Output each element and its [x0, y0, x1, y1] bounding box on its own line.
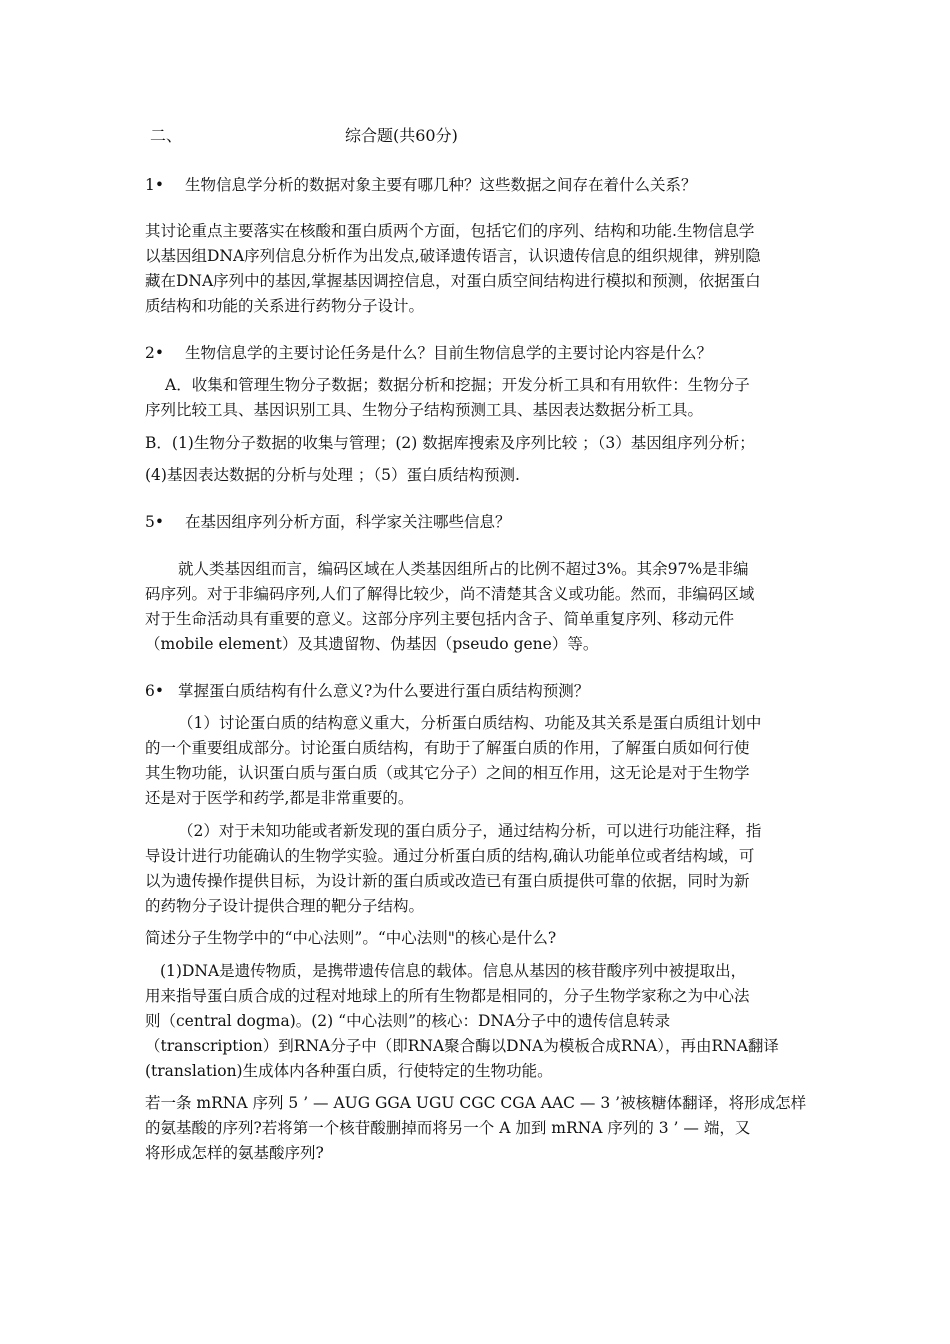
answer-line: 对于生命活动具有重要的意义。这部分序列主要包括内含子、简单重复序列、移动元件 [145, 610, 735, 628]
answer-line: 还是对于医学和药学,都是非常重要的。 [145, 789, 414, 807]
answer-line: 用来指导蛋白质合成的过程对地球上的所有生物都是相同的，分子生物学家称之为中心法 [145, 987, 750, 1005]
answer-line: A．收集和管理生物分子数据；数据分析和挖掘；开发分析工具和有用软件：生物分子 [165, 376, 750, 394]
answer-line: (4)基因表达数据的分析与处理 ；（5）蛋白质结构预测. [145, 466, 520, 484]
answer-line: 码序列。对于非编码序列,人们了解得比较少，尚不清楚其含义或功能。然而，非编码区域 [145, 585, 755, 603]
answer-line: (translation)生成体内各种蛋白质，行使特定的生物功能。 [145, 1062, 553, 1080]
section-number: 二、 [150, 126, 183, 145]
answer-line: 以为遗传操作提供目标，为设计新的蛋白质或改造已有蛋白质提供可靠的依据，同时为新 [145, 872, 750, 890]
question-7 [145, 928, 556, 948]
answer-line: (1)DNA是遗传物质，是携带遗传信息的载体。信息从基因的核苷酸序列中被提取出， [160, 962, 747, 980]
question-8-line: 的氨基酸的序列?若将第一个核苷酸删掉而将另一个 A 加到 mRNA 序列的 3 ’ — 端，又 [145, 1119, 751, 1137]
answer-line: 就人类基因组而言，编码区域在人类基因组所占的比例不超过3%。其余97%是非编 [178, 560, 749, 578]
question-number: 1• [145, 176, 165, 194]
answer-line: （2）对于未知功能或者新发现的蛋白质分子，通过结构分析，可以进行功能注释，指 [178, 822, 762, 840]
answer-line: 序列比较工具、基因识别工具、生物分子结构预测工具、基因表达数据分析工具。 [145, 401, 704, 419]
answer-line: 藏在DNA序列中的基因,掌握基因调控信息，对蛋白质空间结构进行模拟和预测，依据蛋白 [145, 272, 761, 290]
answer-line: 的一个重要组成部分。讨论蛋白质结构，有助于了解蛋白质的作用，了解蛋白质如何行使 [145, 739, 750, 757]
answer-line: 则（central dogma)。(2) “中心法则”的核心：DNA分子中的遗传信息转录 [145, 1012, 671, 1030]
answer-line: （transcription）到RNA分子中（即RNA聚合酶以DNA为模板合成RNA），再由RNA翻译 [145, 1037, 779, 1055]
answer-line: 其讨论重点主要落实在核酸和蛋白质两个方面，包括它们的序列、结构和功能.生物信息学 [145, 222, 755, 240]
question-8-line: 若一条 mRNA 序列 5 ’ — AUG GGA UGU CGC CGA AAC — 3 ’被核糖体翻译，将形成怎样 [145, 1094, 807, 1112]
answer-line: 其生物功能，认识蛋白质与蛋白质（或其它分子）之间的相互作用，这无论是对于生物学 [145, 764, 750, 782]
question-number: 5• [145, 513, 165, 531]
answer-line: B．(1)生物分子数据的收集与管理；(2) 数据库搜索及序列比较 ；（3）基因组序列分析； [145, 434, 755, 452]
answer-line: （mobile element）及其遗留物、伪基因（pseudo gene）等。 [145, 635, 599, 653]
answer-line: 的药物分子设计提供合理的靶分子结构。 [145, 897, 425, 915]
question-5 [145, 512, 511, 532]
question-2 [145, 343, 712, 363]
answer-line: （1）讨论蛋白质的结构意义重大，分析蛋白质结构、功能及其关系是蛋白质组计划中 [178, 714, 762, 732]
question-number: 6• [145, 682, 165, 700]
question-text: 掌握蛋白质结构有什么意义?为什么要进行蛋白质结构预测？ [178, 682, 590, 700]
answer-line: 质结构和功能的关系进行药物分子设计。 [145, 297, 425, 315]
question-text: 简述分子生物学中的“中心法则”。“中心法则"的核心是什么? [145, 929, 557, 947]
answer-line: 以基因组DNA序列信息分析作为出发点,破译遗传语言，认识遗传信息的组织规律，辨别隐 [145, 247, 761, 265]
answer-line: 导设计进行功能确认的生物学实验。通过分析蛋白质的结构,确认功能单位或者结构域，可 [145, 847, 755, 865]
section-title: 综合题(共60分) [345, 126, 458, 145]
question-text: 在基因组序列分析方面，科学家关注哪些信息？ [185, 513, 511, 531]
question-6 [145, 681, 589, 701]
question-text: 生物信息学分析的数据对象主要有哪几种？这些数据之间存在着什么关系？ [185, 176, 697, 194]
question-8-line: 将形成怎样的氨基酸序列? [145, 1144, 324, 1162]
question-text: 生物信息学的主要讨论任务是什么？目前生物信息学的主要讨论内容是什么？ [185, 344, 713, 362]
question-number: 2• [145, 344, 165, 362]
question-1 [145, 175, 697, 195]
